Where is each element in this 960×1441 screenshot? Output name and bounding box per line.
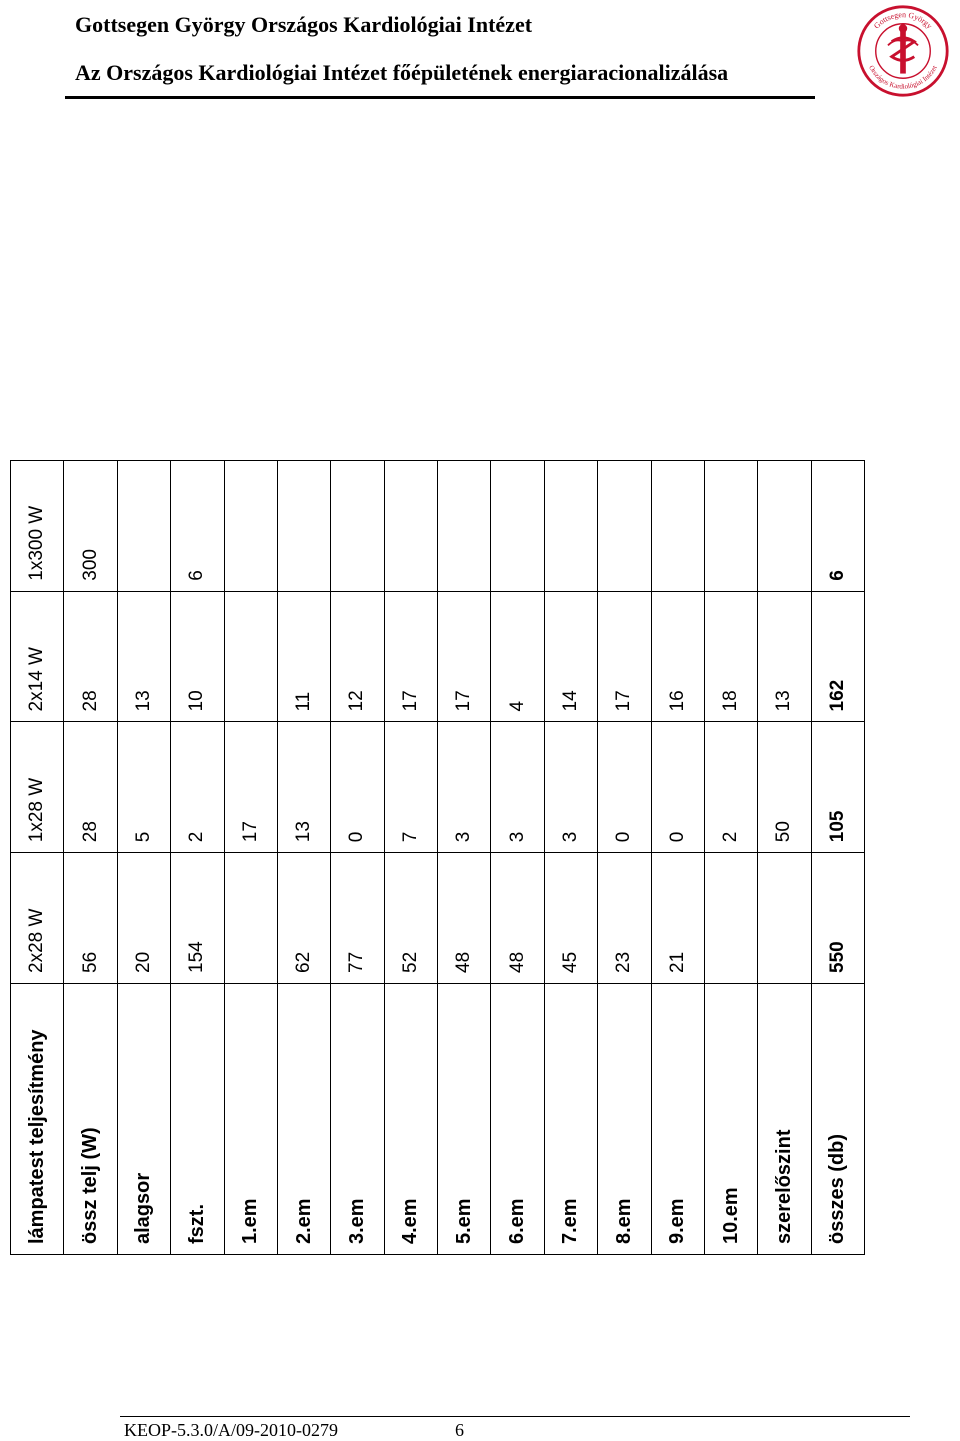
row-label: fszt.	[171, 984, 224, 1255]
table-cell: 21	[651, 853, 704, 984]
table-row	[224, 461, 277, 1255]
table-cell	[438, 461, 491, 592]
table-cell: 2x14 W	[11, 591, 64, 722]
table-cell: 18	[704, 591, 757, 722]
page-number: 6	[455, 1420, 464, 1440]
table-cell: 62	[277, 853, 330, 984]
table-cell: 13	[758, 591, 811, 722]
table-cell: 28	[64, 591, 117, 722]
table-cell: 105	[811, 722, 864, 853]
luminaire-table-body	[11, 461, 865, 1255]
table-cell: 162	[811, 591, 864, 722]
logo-bottom-text: Országos Kardiológiai Intézet	[867, 64, 939, 91]
table-cell	[384, 461, 437, 592]
table-row	[384, 461, 437, 1255]
institute-name: Gottsegen György Országos Kardiológiai Intézet	[75, 12, 533, 37]
row-label: lámpatest teljesítmény	[11, 984, 64, 1255]
table-cell	[758, 461, 811, 592]
logo-top-text: Gottsegen György	[872, 10, 934, 31]
table-cell: 14	[544, 591, 597, 722]
table-cell: 5	[117, 722, 170, 853]
table-cell: 50	[758, 722, 811, 853]
table-cell: 52	[384, 853, 437, 984]
table-cell: 550	[811, 853, 864, 984]
table-row	[117, 461, 170, 1255]
row-label: 8.em	[598, 984, 651, 1255]
row-label: 10.em	[704, 984, 757, 1255]
table-cell	[651, 461, 704, 592]
table-cell: 17	[224, 722, 277, 853]
table-row	[491, 461, 544, 1255]
table-cell: 0	[331, 722, 384, 853]
table-cell: 6	[811, 461, 864, 592]
row-label: 6.em	[491, 984, 544, 1255]
table-cell: 10	[171, 591, 224, 722]
table-cell: 0	[651, 722, 704, 853]
row-label: 1.em	[224, 984, 277, 1255]
table-cell: 45	[544, 853, 597, 984]
row-label: 4.em	[384, 984, 437, 1255]
table-row	[64, 461, 117, 1255]
table-cell: 13	[117, 591, 170, 722]
table-cell: 77	[331, 853, 384, 984]
table-cell: 28	[64, 722, 117, 853]
table-cell: 17	[598, 591, 651, 722]
table-cell	[758, 853, 811, 984]
table-cell: 7	[384, 722, 437, 853]
luminaire-table	[10, 460, 865, 1255]
table-row	[544, 461, 597, 1255]
table-cell: 17	[438, 591, 491, 722]
table-cell	[704, 461, 757, 592]
table-cell: 17	[384, 591, 437, 722]
table-header-row	[11, 461, 64, 1255]
table-cell: 2x28 W	[11, 853, 64, 984]
row-label: alagsor	[117, 984, 170, 1255]
table-row	[598, 461, 651, 1255]
table-row	[171, 461, 224, 1255]
row-label: 7.em	[544, 984, 597, 1255]
table-cell	[117, 461, 170, 592]
row-label: 3.em	[331, 984, 384, 1255]
row-label: 9.em	[651, 984, 704, 1255]
project-code: KEOP-5.3.0/A/09-2010-0279	[124, 1420, 338, 1440]
institute-logo-icon	[856, 4, 950, 98]
table-cell: 13	[277, 722, 330, 853]
table-row	[438, 461, 491, 1255]
table-cell	[544, 461, 597, 592]
table-row	[704, 461, 757, 1255]
table-cell: 48	[438, 853, 491, 984]
table-cell: 154	[171, 853, 224, 984]
table-cell	[224, 853, 277, 984]
table-row	[277, 461, 330, 1255]
table-cell: 12	[331, 591, 384, 722]
table-cell: 48	[491, 853, 544, 984]
table-cell: 2	[704, 722, 757, 853]
table-cell: 3	[544, 722, 597, 853]
table-cell: 4	[491, 591, 544, 722]
table-cell	[491, 461, 544, 592]
table-total-row	[811, 461, 864, 1255]
table-cell: 1x300 W	[11, 461, 64, 592]
table-cell: 56	[64, 853, 117, 984]
table-cell: 3	[438, 722, 491, 853]
row-label: 5.em	[438, 984, 491, 1255]
project-title: Az Országos Kardiológiai Intézet főépületének energiaracionalizálása	[75, 60, 729, 85]
table-cell	[224, 591, 277, 722]
table-cell: 20	[117, 853, 170, 984]
table-cell: 300	[64, 461, 117, 592]
table-cell	[277, 461, 330, 592]
table-cell	[704, 853, 757, 984]
table-cell	[331, 461, 384, 592]
row-label: szerelőszint	[758, 984, 811, 1255]
table-cell	[224, 461, 277, 592]
table-cell: 23	[598, 853, 651, 984]
row-label: összes (db)	[811, 984, 864, 1255]
table-row	[331, 461, 384, 1255]
table-cell: 3	[491, 722, 544, 853]
page-header	[0, 0, 960, 110]
footer-divider	[120, 1416, 910, 1417]
table-row	[651, 461, 704, 1255]
table-cell: 2	[171, 722, 224, 853]
table-cell: 6	[171, 461, 224, 592]
table-cell	[598, 461, 651, 592]
row-label: 2.em	[277, 984, 330, 1255]
header-divider	[65, 96, 815, 99]
table-cell: 16	[651, 591, 704, 722]
table-cell: 11	[277, 591, 330, 722]
table-cell: 0	[598, 722, 651, 853]
table-cell: 1x28 W	[11, 722, 64, 853]
table-row	[758, 461, 811, 1255]
row-label: össz telj (W)	[64, 984, 117, 1255]
